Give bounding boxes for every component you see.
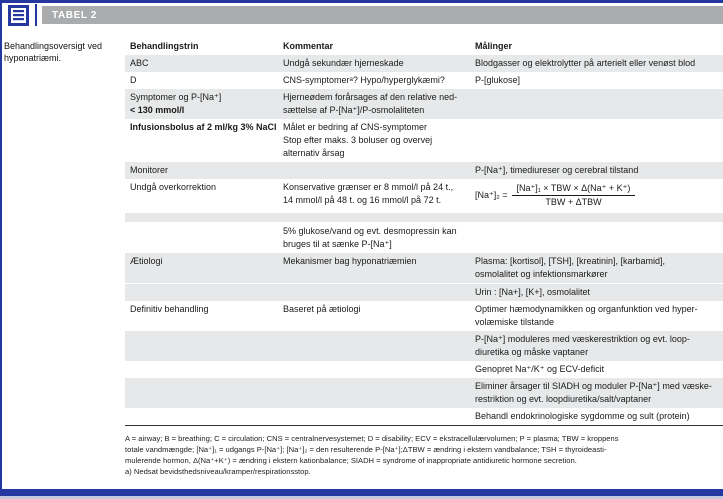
table-row-siadh [125,378,723,408]
footnote-line: totale vandmængde; [Na⁺]₁ = udgangs P-[Na⁺]; [Na⁺]₂ = den resulterende P-[Na⁺];ΔTBW = ændring i ekstern vandbalance; TSH = thyroideasti- [125,445,607,454]
masthead [2,4,723,26]
cell-step: Symptomer og P-[Na⁺] [130,92,222,102]
footnote-line: A = airway; B = breathing; C = circulation; CNS = centralnervesystemet; D = disability; ECV = ekstracellulærvolumen; P = plasma; TBW = kroppens [125,434,619,443]
masthead-divider [35,4,37,26]
table-row-symptoms [125,89,723,119]
cell-step-threshold: < 130 mmol/l [130,105,185,115]
cell-measure: diuretika og måske vaptaner [475,347,589,357]
cell-measure: restriktion og evt. loopdiuretika/salt/vaptaner [475,394,652,404]
bottom-accent-bar [0,489,723,496]
top-accent-rule [0,0,723,3]
table-row-etiology [125,253,723,283]
cell-measure: Behandl endokrinologiske sygdomme og sult (protein) [475,411,690,421]
cell-measure: Genopret Na⁺/K⁺ og ECV-deficit [475,364,605,374]
cell-step: Monitorer [130,165,169,175]
cell-measure: Plasma: [kortisol], [TSH], [kreatinin], [karbamid], [475,256,666,266]
table-row-infusion-bolus [125,119,723,162]
table-document-icon [8,5,29,26]
table-row-urine [125,284,723,301]
cell-comment: alternativ årsag [283,148,345,158]
cell-comment: CNS-symptomerᵃ? Hypo/hyperglykæmi? [283,75,445,85]
table-row-fluid-restriction [125,331,723,361]
cell-measure: P-[Na⁺], timediureser og cerebral tilstand [475,165,639,175]
cell-step: Ætiologi [130,256,163,266]
cell-measure: Eliminer årsager til SIADH og moduler P-[Na⁺] med væske- [475,381,712,391]
cell-comment: bruges til at sænke P-[Na⁺] [283,239,392,249]
cell-comment: Konservative grænser er 8 mmol/l på 24 t., [283,182,454,192]
formula-lhs: [Na⁺]₂ = [475,190,508,200]
table-row-restore-deficit [125,361,723,378]
footnote-block [125,433,723,477]
cell-comment: Undgå sekundær hjerneskade [283,58,404,68]
column-header-comment: Kommentar [283,41,334,51]
cell-step: D [130,75,137,85]
cell-comment: Hjerneødem forårsages af den relative ned- [283,92,458,102]
cell-comment: Stop efter maks. 3 boluser og overvej [283,135,433,145]
table-row-endocrine [125,408,723,426]
table-row-abc [125,55,723,72]
table-header-row [125,39,723,55]
table-row-definitive-treatment [125,301,723,331]
cell-comment: 5% glukose/vand og evt. desmopressin kan [283,226,457,236]
cell-step: ABC [130,58,149,68]
sodium-correction-formula [475,181,720,210]
cell-measure: P-[Na⁺] moduleres med væskerestriktion og evt. loop- [475,334,690,344]
cell-step: Undgå overkorrektion [130,182,217,192]
footnote-line: mulerende hormon, Δ(Na⁺+K⁺) = ændring i ekstern kationbalance; SIADH = syndrome of inappropriate antidiuretic hormone secretion. [125,456,577,465]
table-caption: Behandlingsoversigt ved hyponatriæmi. [4,41,103,63]
table-row-glucose-desmopressin [125,223,723,253]
table-title-bar [42,6,723,24]
cell-comment: sættelse af P-[Na⁺]/P-osmolaliteten [283,105,425,115]
table-title: TABEL 2 [52,9,97,21]
cell-step: Infusionsbolus af 2 ml/kg 3% NaCl [130,122,277,132]
table-row-monitor [125,162,723,179]
formula-numerator: [Na⁺]₁ × TBW × Δ(Na⁺ + K⁺) [512,183,636,196]
formula-fraction [512,183,636,208]
footnote-line: a) Nedsat bevidsthedsniveau/kramper/respirationsstop. [125,467,311,476]
cell-measure: osmolalitet og infektionsmarkører [475,269,608,279]
cell-measure: P-[glukose] [475,75,521,85]
column-header-measurements: Målinger [475,41,513,51]
left-accent-rule [0,0,2,499]
cell-comment: Mekanismer bag hyponatriæmien [283,256,417,266]
table-row-avoid-overcorrection [125,179,723,212]
cell-measure: Optimer hæmodynamikken og organfunktion ved hyper- [475,304,698,314]
cell-comment: Målet er bedring af CNS-symptomer [283,122,428,132]
cell-step: Definitiv behandling [130,304,209,314]
stripe-spacer-row [125,213,723,222]
treatment-table [125,39,723,477]
table-row-d [125,72,723,89]
cell-comment: 14 mmol/l på 48 t. og 16 mmol/l på 72 t. [283,195,442,205]
cell-comment: Baseret på ætiologi [283,304,361,314]
formula-denominator: TBW + ΔTBW [545,197,602,207]
cell-measure: Blodgasser og elektrolytter på arterielt eller venøst blod [475,58,696,68]
column-header-step: Behandlingstrin [130,41,199,51]
cell-measure: volæmiske tilstande [475,317,555,327]
cell-measure: Urin : [Na+], [K+], osmolalitet [475,287,591,297]
